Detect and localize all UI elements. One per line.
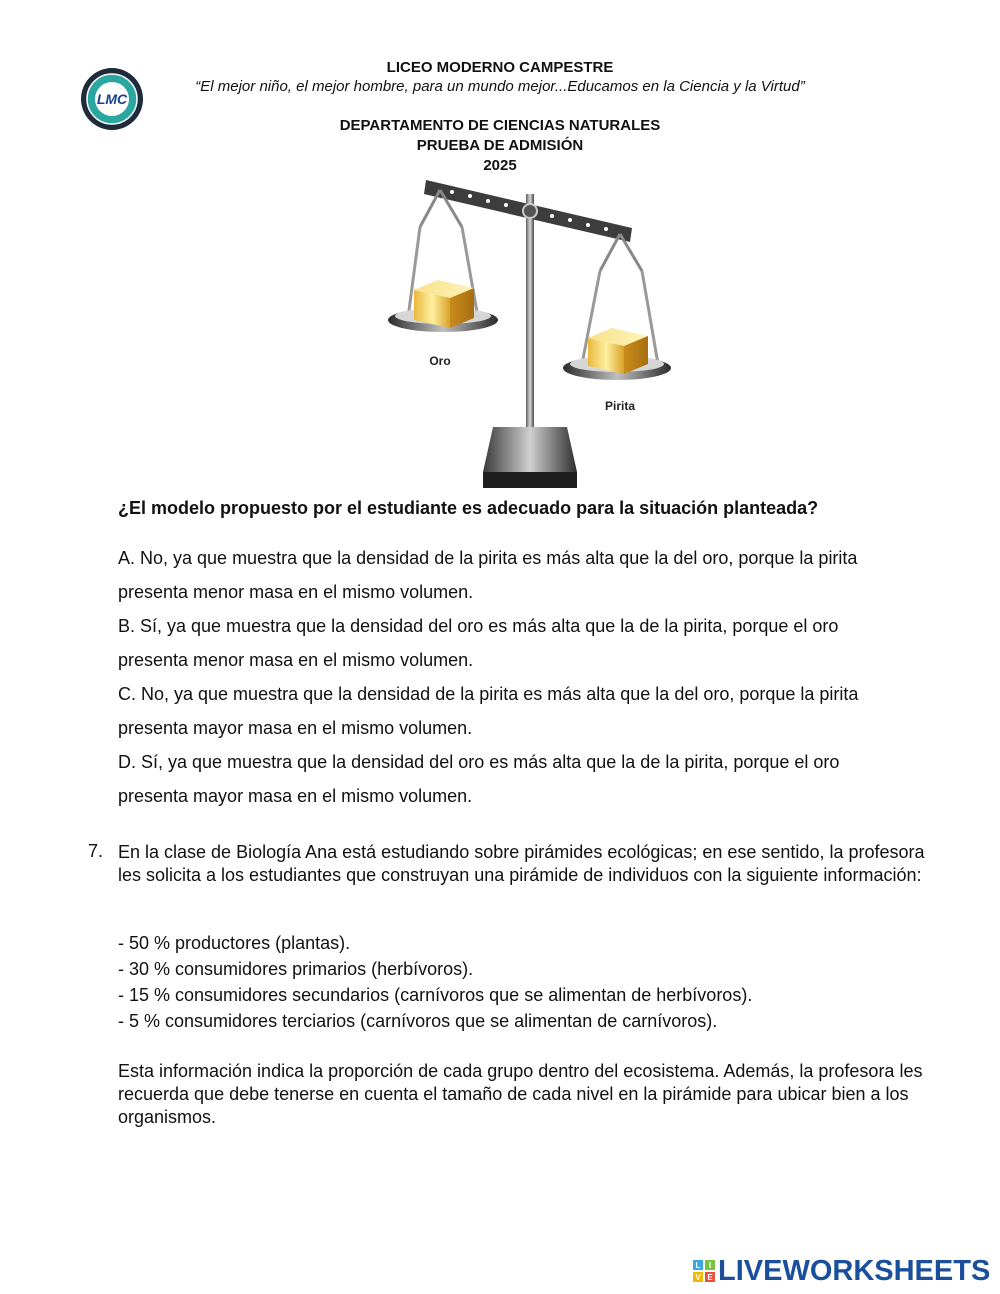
list-item: - 30 % consumidores primarios (herbívoros). [118,959,474,979]
liveworksheets-wordmark: LIVEWORKSHEETS [718,1254,991,1287]
school-name: LICEO MODERNO CAMPESTRE [386,59,614,76]
option-d[interactable] [118,745,938,813]
question-7-number: 7. [88,841,104,861]
exam-year: 2025 [483,157,517,174]
option-d-line-2: presenta mayor masa en el mismo volumen. [118,786,473,806]
gold-label: Oro [429,354,451,368]
list-item: - 15 % consumidores secundarios (carnívoros que se alimentan de herbívoros). [118,985,753,1005]
list-item: - 50 % productores (plantas). [118,933,351,953]
logo-initials: LMC [96,91,128,107]
option-a-line-1: A. No, ya que muestra que la densidad de la pirita es más alta que la del oro, porque la pirita [118,548,858,568]
scale-pole [526,194,534,430]
option-b-line-2: presenta menor masa en el mismo volumen. [118,650,474,670]
option-c[interactable] [118,677,938,745]
liveworksheets-mark-icon: L I V E [693,1260,715,1282]
pyrite-block [588,328,648,374]
gold-block [414,280,474,328]
option-a[interactable] [118,541,938,609]
exam-heading [0,116,1000,176]
question-6-prompt: ¿El modelo propuesto por el estudiante es adecuado para la situación planteada? [118,498,819,518]
department-title: DEPARTAMENTO DE CIENCIAS NATURALES [339,117,661,134]
question-7-closing: Esta información indica la proporción de cada grupo dentro del ecosistema. Además, la profesora les recuerda que debe tenerse en cuenta el tamaño de cada nivel en la pirámide para ubicar bien a los organismos. [118,1061,923,1127]
option-b[interactable] [118,609,938,677]
option-d-line-1: D. Sí, ya que muestra que la densidad del oro es más alta que la de la pirita, porque el oro [118,752,840,772]
option-b-line-1: B. Sí, ya que muestra que la densidad del oro es más alta que la de la pirita, porque el oro [118,616,839,636]
trophic-level-list [118,930,752,1034]
balance-scale-figure [380,172,680,492]
list-item: - 5 % consumidores terciarios (carnívoros que se alimentan de carnívoros). [118,1011,718,1031]
exam-title: PRUEBA DE ADMISIÓN [416,137,584,154]
pyrite-label: Pirita [604,399,636,413]
school-motto: “El mejor niño, el mejor hombre, para un mundo mejor...Educamos en la Ciencia y la Virtud” [195,78,805,95]
scale-base [483,427,577,488]
option-c-line-2: presenta mayor masa en el mismo volumen. [118,718,473,738]
question-7-intro: En la clase de Biología Ana está estudiando sobre pirámides ecológicas; en ese sentido, la profesora les solicita a los estudiantes que construyan una pirámide de individuos con la siguiente información: [118,842,925,885]
option-a-line-2: presenta menor masa en el mismo volumen. [118,582,474,602]
option-c-line-1: C. No, ya que muestra que la densidad de la pirita es más alta que la del oro, porque la pirita [118,684,859,704]
liveworksheets-logo[interactable] [693,1253,990,1289]
